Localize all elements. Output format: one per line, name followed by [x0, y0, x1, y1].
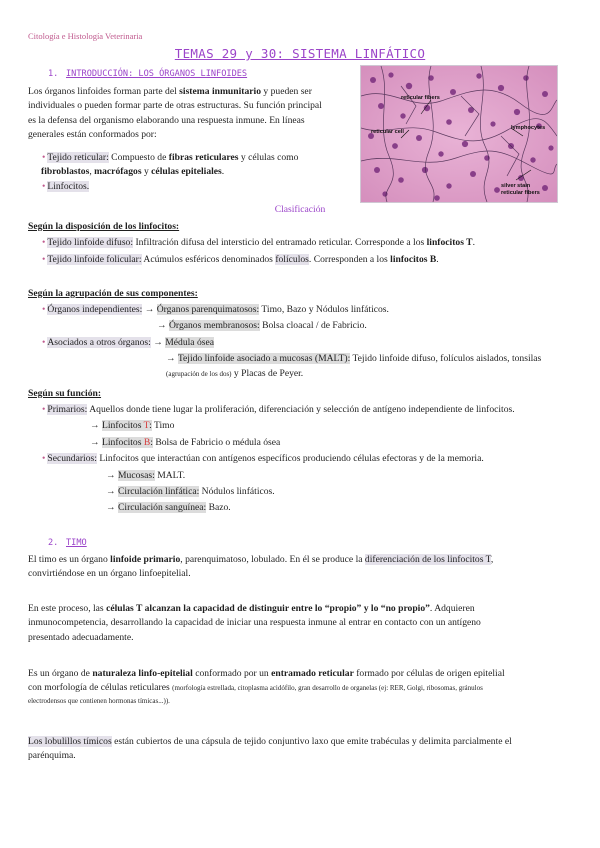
timo-paragraph-4	[28, 735, 578, 764]
item-highlight: folículos	[275, 254, 309, 266]
item-bold: fibroblastos	[41, 166, 90, 178]
item-text: . Corresponden a los	[308, 254, 388, 266]
bullet-icon: •	[42, 453, 46, 465]
bullet-icon: •	[42, 237, 46, 248]
paragraph-line	[28, 667, 578, 681]
bullet-icon: •	[42, 254, 46, 266]
item-letter: T	[143, 420, 150, 432]
list-subitem	[106, 469, 594, 483]
para-note: (morfología estrellada, citoplasma acidófilo, gran desarrollo de organelas (ej: RER, Golgi, ribosomas, gránulos	[172, 684, 483, 693]
list-subitem: → Linfocitos T: Timo	[90, 420, 175, 432]
arrow-icon: →	[157, 320, 167, 332]
paragraph-line: El timo es un órgano linfoide primario, parenquimatoso, lobulado. En él se produce la diferenciación de los linfocitos T,	[28, 554, 494, 565]
item-bold: fibras reticulares	[168, 152, 239, 163]
section-1-number: 1.	[48, 69, 59, 79]
timo-paragraph-2	[28, 602, 578, 645]
para-highlight: diferenciación de los linfocitos T	[364, 554, 491, 565]
item-bold: células epiteliales	[151, 166, 222, 178]
list-subitem	[166, 352, 592, 366]
micro-label: silver stain	[501, 183, 531, 189]
funcion-list	[42, 403, 594, 516]
para-highlight: Los lobulillos tímicos	[28, 736, 112, 747]
arrow-icon: →	[153, 336, 163, 348]
bullet-icon: •	[42, 336, 46, 348]
intro-line-4: generales están conformados por:	[28, 129, 157, 141]
item-text: Timo, Bazo y Nódulos linfáticos.	[261, 304, 389, 315]
timo-paragraph-1	[28, 553, 578, 582]
intro-text: y pueden ser	[263, 86, 312, 97]
list-item-continuation: fibroblastos, macrófagos y células epiteliales.	[41, 166, 225, 178]
item-text: Timo	[153, 420, 175, 432]
item-sublabel: Órganos membranosos:	[169, 320, 260, 332]
page-title: TEMAS 29 y 30: SISTEMA LINFÁTICO	[174, 46, 426, 61]
list-item: • Tejido linfoide folicular: Acúmulos esféricos denominados folículos. Corresponden a los linfocitos B.	[42, 254, 439, 266]
para-text: , parenquimatoso, lobulado. En él se produce la	[180, 554, 363, 565]
paragraph-line: parénquima.	[28, 750, 76, 762]
intro-paragraph	[28, 85, 358, 143]
paragraph-line: electrodensos que contienen hormonas tímicas...)).	[28, 696, 170, 705]
list-item	[42, 403, 594, 417]
intro-line-2: individuales o pueden formar parte de otras estructuras. Su función principal	[28, 100, 322, 112]
list-subitem: → Linfocitos B: Bolsa de Fabricio o médula ósea	[90, 436, 281, 448]
para-text: están cubiertos de una cápsula de tejido conjuntivo laxo que emite trabéculas y delimita parcialmente el	[114, 736, 512, 747]
subtitle-agrupacion: Según la agrupación de sus componentes:	[28, 288, 198, 299]
arrow-icon: →	[106, 485, 116, 497]
item-label: Tejido reticular:	[47, 152, 109, 163]
arrow-icon: →	[106, 502, 116, 514]
timo-paragraph-3	[28, 667, 578, 706]
list-item	[42, 336, 592, 350]
list-item	[42, 151, 362, 165]
subtitle-disposicion: Según la disposición de los linfocitos:	[28, 221, 180, 232]
item-text: Linfocitos que interactúan con antígenos específicos produciendo células efectoras y de la memoria.	[99, 453, 484, 465]
micro-label: reticular fibers	[401, 95, 440, 101]
item-label: Primarios:	[47, 404, 88, 415]
subtitle-funcion: Según su función:	[28, 388, 102, 399]
item-sublabel: Tejido linfoide asociado a mucosas (MALT):	[177, 353, 351, 365]
arrow-icon: →	[90, 420, 100, 432]
list-item: • Tejido linfoide difuso: Infiltración difusa del intersticio del entramado reticular. Corresponde a los linfocitos T.	[42, 237, 475, 248]
list-item	[42, 303, 592, 317]
item-text: MALT.	[157, 469, 186, 481]
item-label: Tejido linfoide folicular:	[47, 254, 142, 266]
para-text: El timo es un órgano	[28, 554, 108, 565]
micro-label: reticular cell	[371, 129, 404, 135]
para-text: En este proceso, las	[28, 603, 104, 614]
bullet-icon: •	[42, 404, 46, 415]
micro-label: lymphocytes	[511, 125, 546, 131]
para-text: con morfología de células reticulares	[28, 682, 170, 694]
section-2-title: TIMO	[66, 538, 87, 548]
item-text: Nódulos linfáticos.	[201, 485, 275, 497]
item-label: Tejido linfoide difuso:	[47, 237, 134, 248]
section-1-heading	[48, 68, 247, 81]
section-1-title: INTRODUCCIÓN: LOS ÓRGANOS LINFOIDES	[66, 69, 248, 79]
item-text: y células como	[240, 152, 299, 163]
list-subitem-continuation	[166, 367, 592, 381]
item-text: y	[143, 166, 149, 178]
item-text: Acúmulos esféricos denominados	[143, 254, 273, 266]
item-sublabel: Linfocitos	[102, 420, 142, 432]
item-sublabel: Médula ósea	[165, 336, 215, 348]
intro-line-1	[28, 85, 358, 99]
item-sublabel: Linfocitos	[102, 436, 142, 448]
list-item	[42, 180, 362, 194]
section-2-number: 2.	[48, 538, 59, 548]
item-text: Aquellos donde tiene lugar la proliferación, diferenciación y selección de antígeno independiente de linfocitos.	[89, 404, 515, 415]
disposicion-list	[42, 236, 582, 268]
para-text: . Adquieren	[429, 603, 475, 614]
para-bold: naturaleza linfo-epitelial	[92, 668, 193, 679]
item-sublabel: Mucosas:	[118, 469, 155, 481]
paragraph-line: convirtiéndose en un órgano linfoepitelial.	[28, 568, 191, 580]
intro-bold: sistema inmunitario	[179, 86, 261, 97]
item-bold: macrófagos	[94, 166, 142, 178]
histology-micrograph	[360, 65, 558, 203]
para-bold: linfoide primario	[110, 554, 181, 565]
section-2-heading	[48, 537, 87, 550]
bullet-icon: •	[42, 304, 46, 315]
intro-text: Los órganos linfoides forman parte del	[28, 86, 177, 97]
para-text: formado por células de origen epitelial	[356, 668, 505, 679]
item-text: Bolsa de Fabricio o médula ósea	[155, 436, 281, 448]
para-text: Es un órgano de	[28, 668, 90, 679]
paragraph-line	[28, 602, 578, 616]
item-text: Bazo.	[208, 502, 231, 514]
item-note: (agrupación de los dos)	[166, 369, 232, 378]
arrow-icon: →	[106, 469, 116, 481]
item-bold: linfocitos T	[426, 237, 473, 248]
item-text: y Placas de Peyer.	[233, 367, 304, 379]
paragraph-line: presentado adecuadamente.	[28, 631, 134, 643]
list-subitem	[106, 485, 594, 499]
bullet-icon: •	[42, 152, 46, 163]
item-label: Linfocitos.	[47, 180, 90, 192]
paragraph-line	[28, 735, 578, 749]
item-text: Compuesto de	[111, 152, 167, 163]
item-text: Bolsa cloacal / de Fabricio.	[262, 320, 367, 332]
item-bold: linfocitos B	[390, 254, 437, 266]
micro-label: reticular fibers	[501, 190, 540, 196]
classification-heading: Clasificación	[274, 204, 326, 215]
para-bold: células T alcanzan la capacidad de distinguir entre lo “propio” y lo “no propio”	[106, 603, 430, 614]
arrow-icon: →	[90, 436, 100, 448]
item-text: Infiltración difusa del intersticio del entramado reticular. Corresponde a los	[135, 237, 425, 248]
paragraph-line	[28, 681, 578, 695]
arrow-icon: →	[144, 304, 155, 315]
list-item	[42, 452, 594, 466]
course-name: Citología e Histología Veterinaria	[28, 31, 143, 41]
components-list	[42, 151, 362, 194]
list-subitem	[106, 501, 594, 515]
item-letter: B	[143, 436, 151, 448]
item-sublabel: Circulación linfática:	[118, 485, 200, 497]
bullet-icon: •	[42, 180, 46, 192]
item-sublabel: Órganos parenquimatosos:	[156, 304, 260, 315]
item-sublabel: Circulación sanguínea:	[118, 502, 207, 514]
agrupacion-list	[42, 303, 592, 381]
list-subitem	[157, 319, 592, 333]
para-text: conformado por un	[195, 668, 269, 679]
paragraph-line: inmunocompetencia, desarrollando la capacidad de iniciar una respuesta inmune al entrar en contacto con un antígeno	[28, 617, 481, 629]
arrow-icon: →	[166, 353, 176, 365]
item-label: Asociados a otros órganos:	[47, 336, 151, 348]
item-text: Tejido linfoide difuso, folículos aislados, tonsilas	[352, 353, 542, 365]
item-label: Secundarios:	[47, 453, 97, 465]
para-bold: entramado reticular	[271, 668, 354, 679]
intro-line-3: es la defensa del organismo elaborando una respuesta inmune. En líneas	[28, 114, 305, 126]
item-label: Órganos independientes:	[47, 304, 143, 315]
